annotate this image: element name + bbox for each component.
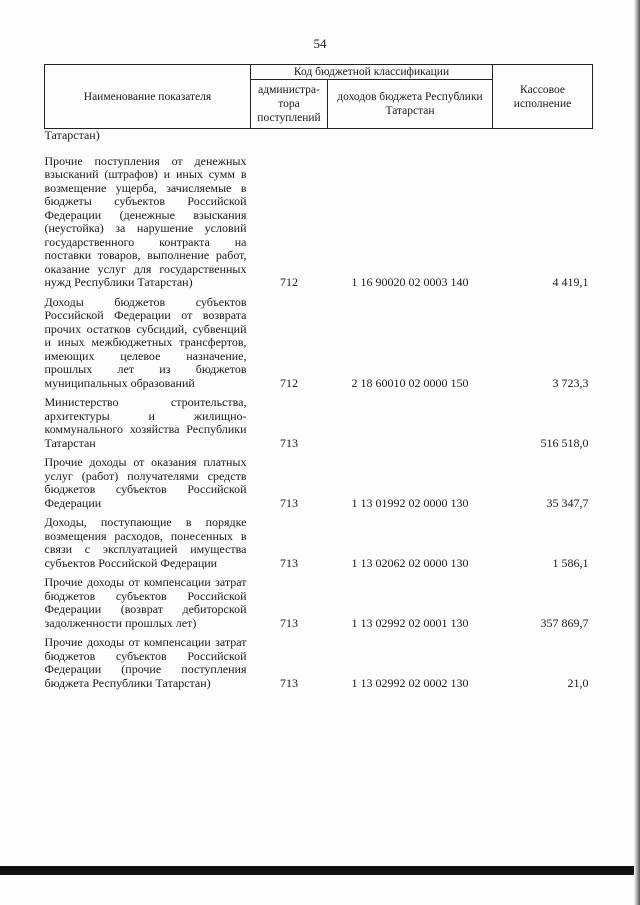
table-row: [45, 576, 593, 636]
row-amount: 3 723,3: [552, 375, 589, 390]
row-name: Прочие доходы от оказания платных услуг (работ) получателями средств бюджетов субъектов Российской Федерации: [44, 455, 247, 510]
row-name: Доходы бюджетов субъектов Российской Федерации от возврата прочих остатков субсидий, субвенций и иных межбюджетных трансфертов, имеющих целевое назначение, прошлых лет из бюджетов муниципальных образований: [44, 294, 247, 390]
table-row: [45, 155, 593, 296]
scan-right-edge: [634, 0, 640, 905]
row-admin-code: 712: [280, 275, 298, 289]
row-revenue-code: 1 13 02992 02 0001 130: [351, 615, 469, 630]
row-amount: 1 586,1: [552, 555, 589, 570]
row-amount: 4 419,1: [552, 275, 589, 289]
row-revenue-code: 1 13 02062 02 0000 130: [351, 555, 469, 570]
table-row: [45, 456, 593, 516]
scan-bottom-border: [0, 866, 640, 875]
row-admin-code: 713: [280, 615, 298, 630]
table-row: [45, 636, 593, 696]
table-row: [45, 516, 593, 576]
row-admin-code: 713: [280, 435, 298, 450]
row-amount: 357 869,7: [540, 615, 589, 630]
header-budget-classification: Код бюджетной классификации: [251, 65, 493, 80]
row-admin-code: 713: [280, 675, 298, 690]
row-continuation-text: Татарстан): [44, 128, 100, 142]
row-amount: 516 518,0: [540, 435, 589, 450]
row-admin-code: 712: [280, 375, 298, 390]
header-execution: Кассовое исполнение: [493, 65, 593, 129]
row-name: Прочие доходы от компенсации затрат бюджетов субъектов Российской Федерации (прочие поступления бюджета Республики Татарстан): [44, 635, 247, 690]
row-name: Прочие доходы от компенсации затрат бюджетов субъектов Российской Федерации (возврат дебиторской задолженности прошлых лет): [44, 575, 247, 630]
header-revenue: доходов бюджета Республики Татарстан: [328, 80, 493, 129]
row-amount: 21,0: [567, 675, 589, 690]
row-revenue-code: 1 13 02992 02 0002 130: [351, 675, 469, 690]
table-row-continuation: [45, 129, 593, 155]
row-amount: 35 347,7: [546, 495, 589, 510]
row-name: Доходы, поступающие в порядке возмещения расходов, понесенных в связи с эксплуатацией имущества субъектов Российской Федерации: [44, 515, 247, 570]
row-name: Прочие поступления от денежных взысканий (штрафов) и иных сумм в возмещение ущерба, зачисляемые в бюджеты субъектов Российской Федерации (денежные взыскания (неустойка) за нарушение условий государственного контракта на поставки товаров, выполнение работ, оказание услуг для государственных нужд Республики Татарстан): [44, 153, 247, 289]
row-revenue-code: 1 16 90020 02 0003 140: [351, 275, 469, 289]
table-body: [45, 129, 593, 697]
row-revenue-code: 2 18 60010 02 0000 150: [351, 375, 469, 390]
row-admin-code: 713: [280, 495, 298, 510]
row-admin-code: 713: [280, 555, 298, 570]
row-revenue-code: 1 13 01992 02 0000 130: [351, 495, 469, 510]
header-name: Наименование показателя: [45, 65, 251, 129]
row-name: Министерство строительства, архитектуры и жилищно-коммунального хозяйства Республики Татарстан: [44, 395, 247, 450]
table-row: [45, 396, 593, 456]
header-admin: администра-тора поступлений: [251, 80, 328, 129]
row-revenue-code: [328, 396, 493, 456]
budget-table: [44, 64, 592, 696]
table-row: [45, 296, 593, 397]
page-number: 54: [313, 36, 327, 51]
